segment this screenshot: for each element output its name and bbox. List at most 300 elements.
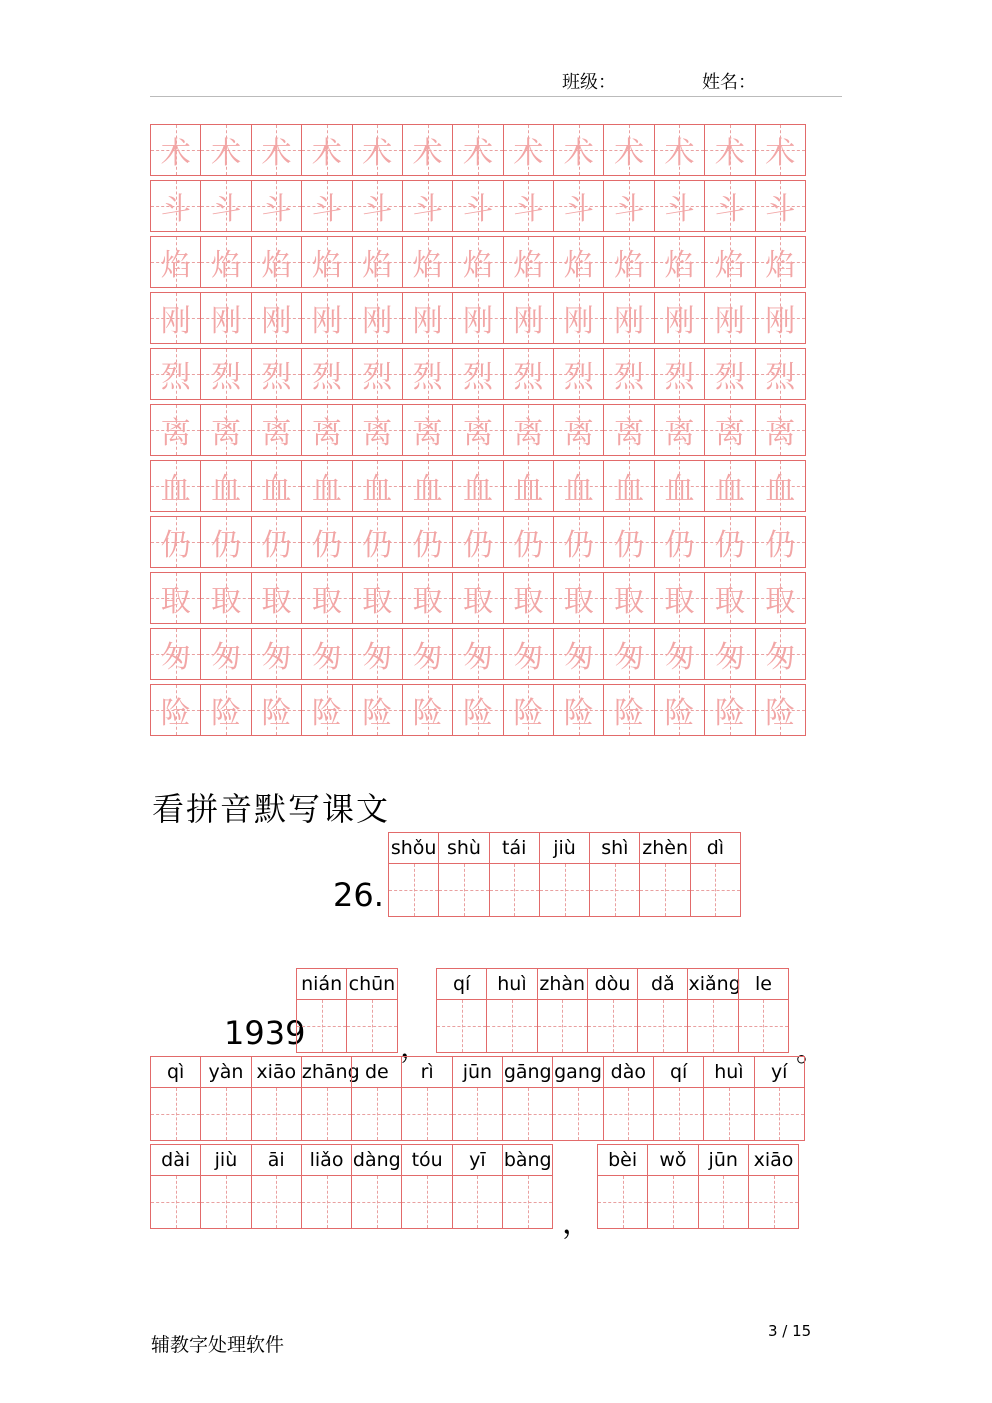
writing-box[interactable] xyxy=(699,1176,748,1228)
trace-character: 斗 xyxy=(714,192,745,227)
practice-cell[interactable] xyxy=(452,292,503,344)
practice-cell[interactable] xyxy=(150,460,201,512)
writing-box[interactable] xyxy=(755,1088,804,1140)
writing-box[interactable] xyxy=(704,1088,753,1140)
practice-cell[interactable] xyxy=(452,404,503,456)
trace-character: 术 xyxy=(412,136,443,171)
practice-cell[interactable] xyxy=(654,180,705,232)
writing-box[interactable] xyxy=(352,1176,401,1228)
trace-character: 焰 xyxy=(211,248,242,283)
practice-cell[interactable] xyxy=(553,404,604,456)
practice-cell[interactable] xyxy=(402,684,453,736)
trace-character: 取 xyxy=(362,584,393,619)
practice-cell[interactable] xyxy=(755,684,806,736)
practice-cell[interactable] xyxy=(704,124,755,176)
practice-cell[interactable] xyxy=(251,572,302,624)
trace-character: 取 xyxy=(714,584,745,619)
practice-cell[interactable] xyxy=(452,236,503,288)
practice-cell[interactable] xyxy=(352,348,403,400)
practice-cell[interactable] xyxy=(704,684,755,736)
practice-cell[interactable] xyxy=(503,124,554,176)
trace-character: 取 xyxy=(614,584,645,619)
practice-cell[interactable] xyxy=(654,572,705,624)
writing-box[interactable] xyxy=(439,864,488,916)
trace-character: 术 xyxy=(211,136,242,171)
practice-cell[interactable] xyxy=(603,628,654,680)
pinyin-group-line3 xyxy=(150,1056,805,1141)
pinyin-box xyxy=(401,1056,452,1141)
pinyin-box xyxy=(401,1144,452,1229)
practice-cell[interactable] xyxy=(301,292,352,344)
pinyin-box xyxy=(351,1144,402,1229)
pinyin-box xyxy=(150,1144,201,1229)
trace-character: 刚 xyxy=(412,304,443,339)
practice-cell[interactable] xyxy=(352,180,403,232)
trace-character: 匆 xyxy=(261,640,292,675)
writing-box[interactable] xyxy=(302,1088,351,1140)
pinyin-label: rì xyxy=(402,1057,451,1088)
practice-cell[interactable] xyxy=(452,348,503,400)
trace-character: 取 xyxy=(311,584,342,619)
practice-cell[interactable] xyxy=(251,124,302,176)
writing-box[interactable] xyxy=(302,1176,351,1228)
practice-cell[interactable] xyxy=(150,572,201,624)
writing-box[interactable] xyxy=(688,1000,737,1052)
practice-cell[interactable] xyxy=(301,516,352,568)
pinyin-box xyxy=(486,968,537,1053)
practice-cell[interactable] xyxy=(150,684,201,736)
trace-character: 取 xyxy=(563,584,594,619)
practice-cell[interactable] xyxy=(704,628,755,680)
practice-cell[interactable] xyxy=(503,404,554,456)
trace-character: 离 xyxy=(563,416,594,451)
writing-box[interactable] xyxy=(598,1176,647,1228)
pinyin-label: zhàn xyxy=(538,969,587,1000)
practice-cell[interactable] xyxy=(452,516,503,568)
trace-character: 离 xyxy=(765,416,796,451)
practice-cell[interactable] xyxy=(251,628,302,680)
trace-character: 匆 xyxy=(513,640,544,675)
practice-cell[interactable] xyxy=(704,460,755,512)
practice-cell[interactable] xyxy=(553,516,604,568)
trace-character: 烈 xyxy=(362,360,393,395)
writing-box[interactable] xyxy=(538,1000,587,1052)
writing-box[interactable] xyxy=(490,864,539,916)
practice-cell[interactable] xyxy=(150,404,201,456)
practice-cell[interactable] xyxy=(251,460,302,512)
trace-character: 斗 xyxy=(412,192,443,227)
pinyin-box xyxy=(502,1144,553,1229)
trace-character: 术 xyxy=(765,136,796,171)
practice-cell[interactable] xyxy=(654,348,705,400)
trace-character: 仍 xyxy=(513,528,544,563)
practice-cell[interactable] xyxy=(553,572,604,624)
trace-character: 险 xyxy=(513,696,544,731)
pinyin-label: tóu xyxy=(402,1145,451,1176)
trace-character: 术 xyxy=(311,136,342,171)
trace-character: 血 xyxy=(614,472,645,507)
writing-box[interactable] xyxy=(588,1000,637,1052)
pinyin-label: huì xyxy=(487,969,536,1000)
pinyin-box xyxy=(754,1056,805,1141)
writing-box[interactable] xyxy=(691,864,740,916)
trace-character: 斗 xyxy=(664,192,695,227)
trace-character: 术 xyxy=(664,136,695,171)
writing-box[interactable] xyxy=(252,1176,301,1228)
trace-character: 烈 xyxy=(513,360,544,395)
writing-box[interactable] xyxy=(453,1088,502,1140)
practice-cell[interactable] xyxy=(150,516,201,568)
practice-cell[interactable] xyxy=(755,236,806,288)
trace-character: 斗 xyxy=(563,192,594,227)
writing-box[interactable] xyxy=(453,1176,502,1228)
practice-cell[interactable] xyxy=(553,236,604,288)
writing-box[interactable] xyxy=(553,1088,602,1140)
practice-cell[interactable] xyxy=(352,124,403,176)
trace-character: 刚 xyxy=(362,304,393,339)
practice-cell[interactable] xyxy=(553,460,604,512)
practice-cell[interactable] xyxy=(654,460,705,512)
writing-box[interactable] xyxy=(648,1176,697,1228)
practice-row xyxy=(150,236,818,288)
writing-box[interactable] xyxy=(201,1176,250,1228)
practice-cell[interactable] xyxy=(352,404,403,456)
practice-cell[interactable] xyxy=(704,236,755,288)
writing-box[interactable] xyxy=(402,1088,451,1140)
writing-box[interactable] xyxy=(739,1000,788,1052)
pinyin-label: zhèn xyxy=(640,833,689,864)
trace-character: 险 xyxy=(614,696,645,731)
practice-cell[interactable] xyxy=(352,292,403,344)
trace-character: 险 xyxy=(311,696,342,731)
pinyin-label: tái xyxy=(490,833,539,864)
practice-cell[interactable] xyxy=(150,124,201,176)
practice-cell[interactable] xyxy=(503,236,554,288)
practice-cell[interactable] xyxy=(200,572,251,624)
practice-cell[interactable] xyxy=(301,628,352,680)
writing-box[interactable] xyxy=(654,1088,703,1140)
practice-cell[interactable] xyxy=(452,684,503,736)
practice-cell[interactable] xyxy=(402,124,453,176)
practice-cell[interactable] xyxy=(301,348,352,400)
comma-mark: ， xyxy=(400,1030,430,1065)
trace-character: 斗 xyxy=(160,192,191,227)
practice-row xyxy=(150,572,818,624)
practice-cell[interactable] xyxy=(402,236,453,288)
pinyin-box xyxy=(653,1056,704,1141)
practice-cell[interactable] xyxy=(603,404,654,456)
trace-character: 斗 xyxy=(211,192,242,227)
practice-cell[interactable] xyxy=(200,292,251,344)
practice-cell[interactable] xyxy=(603,180,654,232)
practice-cell[interactable] xyxy=(200,516,251,568)
practice-cell[interactable] xyxy=(704,404,755,456)
practice-cell[interactable] xyxy=(402,292,453,344)
trace-character: 离 xyxy=(462,416,493,451)
trace-character: 离 xyxy=(362,416,393,451)
trace-character: 焰 xyxy=(513,248,544,283)
pinyin-box xyxy=(251,1056,302,1141)
practice-cell[interactable] xyxy=(352,684,403,736)
writing-box[interactable] xyxy=(749,1176,798,1228)
practice-cell[interactable] xyxy=(755,180,806,232)
practice-row xyxy=(150,292,818,344)
trace-character: 仍 xyxy=(614,528,645,563)
practice-cell[interactable] xyxy=(603,236,654,288)
practice-cell[interactable] xyxy=(251,348,302,400)
pinyin-label: shì xyxy=(590,833,639,864)
trace-character: 匆 xyxy=(362,640,393,675)
practice-cell[interactable] xyxy=(603,460,654,512)
pinyin-label: zhāng xyxy=(302,1057,351,1088)
practice-cell[interactable] xyxy=(503,460,554,512)
practice-cell[interactable] xyxy=(654,292,705,344)
practice-cell[interactable] xyxy=(352,572,403,624)
practice-cell[interactable] xyxy=(654,516,705,568)
practice-cell[interactable] xyxy=(200,180,251,232)
practice-cell[interactable] xyxy=(503,348,554,400)
pinyin-label: dài xyxy=(151,1145,200,1176)
writing-box[interactable] xyxy=(503,1176,552,1228)
practice-cell[interactable] xyxy=(301,572,352,624)
writing-box[interactable] xyxy=(604,1088,653,1140)
trace-character: 取 xyxy=(261,584,292,619)
pinyin-label: xiāo xyxy=(252,1057,301,1088)
practice-cell[interactable] xyxy=(301,180,352,232)
writing-box[interactable] xyxy=(487,1000,536,1052)
practice-cell[interactable] xyxy=(654,124,705,176)
practice-cell[interactable] xyxy=(301,404,352,456)
practice-cell[interactable] xyxy=(755,124,806,176)
trace-character: 焰 xyxy=(362,248,393,283)
trace-character: 血 xyxy=(664,472,695,507)
practice-cell[interactable] xyxy=(200,460,251,512)
practice-cell[interactable] xyxy=(352,236,403,288)
writing-box[interactable] xyxy=(352,1088,401,1140)
pinyin-label: qí xyxy=(654,1057,703,1088)
trace-character: 斗 xyxy=(765,192,796,227)
trace-character: 仍 xyxy=(261,528,292,563)
practice-cell[interactable] xyxy=(755,404,806,456)
practice-cell[interactable] xyxy=(704,292,755,344)
trace-character: 焰 xyxy=(311,248,342,283)
writing-box[interactable] xyxy=(252,1088,301,1140)
practice-cell[interactable] xyxy=(452,628,503,680)
trace-character: 血 xyxy=(563,472,594,507)
writing-box[interactable] xyxy=(437,1000,486,1052)
practice-cell[interactable] xyxy=(603,572,654,624)
pinyin-label: dàng xyxy=(352,1145,401,1176)
practice-cell[interactable] xyxy=(352,460,403,512)
practice-cell[interactable] xyxy=(503,516,554,568)
practice-cell[interactable] xyxy=(251,180,302,232)
practice-cell[interactable] xyxy=(503,572,554,624)
practice-cell[interactable] xyxy=(503,628,554,680)
practice-row xyxy=(150,348,818,400)
trace-character: 烈 xyxy=(160,360,191,395)
writing-box[interactable] xyxy=(640,864,689,916)
practice-cell[interactable] xyxy=(402,180,453,232)
practice-cell[interactable] xyxy=(755,516,806,568)
practice-cell[interactable] xyxy=(200,684,251,736)
practice-cell[interactable] xyxy=(200,348,251,400)
trace-character: 斗 xyxy=(362,192,393,227)
pinyin-label: yī xyxy=(453,1145,502,1176)
trace-character: 血 xyxy=(160,472,191,507)
practice-cell[interactable] xyxy=(654,404,705,456)
pinyin-label: qí xyxy=(437,969,486,1000)
practice-cell[interactable] xyxy=(402,628,453,680)
trace-character: 仍 xyxy=(311,528,342,563)
pinyin-box xyxy=(301,1056,360,1141)
trace-character: 血 xyxy=(765,472,796,507)
writing-box[interactable] xyxy=(540,864,589,916)
class-label: 班级： xyxy=(562,72,616,93)
pinyin-label: jiù xyxy=(201,1145,250,1176)
practice-cell[interactable] xyxy=(251,404,302,456)
practice-cell[interactable] xyxy=(402,404,453,456)
practice-cell[interactable] xyxy=(301,124,352,176)
practice-cell[interactable] xyxy=(402,460,453,512)
practice-cell[interactable] xyxy=(553,348,604,400)
writing-box[interactable] xyxy=(151,1176,200,1228)
trace-character: 离 xyxy=(714,416,745,451)
practice-cell[interactable] xyxy=(150,292,201,344)
writing-box[interactable] xyxy=(638,1000,687,1052)
pinyin-label: le xyxy=(739,969,788,1000)
period-mark: 。 xyxy=(796,1034,826,1069)
practice-cell[interactable] xyxy=(503,292,554,344)
practice-row xyxy=(150,404,818,456)
practice-cell[interactable] xyxy=(200,628,251,680)
pinyin-box xyxy=(603,1056,654,1141)
practice-cell[interactable] xyxy=(150,628,201,680)
pinyin-box xyxy=(703,1056,754,1141)
writing-box[interactable] xyxy=(151,1088,200,1140)
practice-row xyxy=(150,124,818,176)
practice-cell[interactable] xyxy=(452,180,503,232)
practice-cell[interactable] xyxy=(704,572,755,624)
pinyin-box xyxy=(597,1144,648,1229)
practice-cell[interactable] xyxy=(553,684,604,736)
trace-character: 取 xyxy=(160,584,191,619)
writing-box[interactable] xyxy=(590,864,639,916)
practice-cell[interactable] xyxy=(352,628,403,680)
trace-character: 烈 xyxy=(614,360,645,395)
practice-cell[interactable] xyxy=(553,292,604,344)
practice-cell[interactable] xyxy=(755,460,806,512)
practice-cell[interactable] xyxy=(150,236,201,288)
practice-cell[interactable] xyxy=(301,460,352,512)
practice-cell[interactable] xyxy=(755,292,806,344)
practice-cell[interactable] xyxy=(755,628,806,680)
practice-cell[interactable] xyxy=(402,516,453,568)
practice-cell[interactable] xyxy=(603,684,654,736)
practice-cell[interactable] xyxy=(755,572,806,624)
pinyin-box xyxy=(690,832,741,917)
trace-character: 焰 xyxy=(160,248,191,283)
practice-cell[interactable] xyxy=(603,348,654,400)
practice-cell[interactable] xyxy=(251,236,302,288)
practice-cell[interactable] xyxy=(553,124,604,176)
writing-box[interactable] xyxy=(503,1088,552,1140)
practice-cell[interactable] xyxy=(603,516,654,568)
pinyin-box xyxy=(637,968,688,1053)
comma-mark: ， xyxy=(562,1206,592,1241)
pinyin-box xyxy=(388,832,439,917)
trace-character: 刚 xyxy=(513,304,544,339)
lesson-number: 26. xyxy=(333,876,384,914)
writing-box[interactable] xyxy=(389,864,438,916)
practice-cell[interactable] xyxy=(402,348,453,400)
practice-cell[interactable] xyxy=(704,516,755,568)
pinyin-box xyxy=(489,832,540,917)
practice-row xyxy=(150,180,818,232)
trace-character: 血 xyxy=(513,472,544,507)
practice-cell[interactable] xyxy=(704,348,755,400)
practice-cell[interactable] xyxy=(452,572,503,624)
writing-box[interactable] xyxy=(297,1000,346,1052)
practice-cell[interactable] xyxy=(704,180,755,232)
practice-cell[interactable] xyxy=(200,124,251,176)
practice-row xyxy=(150,684,818,736)
writing-box[interactable] xyxy=(201,1088,250,1140)
writing-box[interactable] xyxy=(347,1000,396,1052)
practice-cell[interactable] xyxy=(553,628,604,680)
practice-cell[interactable] xyxy=(503,684,554,736)
practice-cell[interactable] xyxy=(150,348,201,400)
trace-character: 斗 xyxy=(261,192,292,227)
practice-cell[interactable] xyxy=(251,684,302,736)
practice-cell[interactable] xyxy=(603,292,654,344)
practice-cell[interactable] xyxy=(553,180,604,232)
trace-character: 焰 xyxy=(614,248,645,283)
practice-cell[interactable] xyxy=(352,516,403,568)
pinyin-group-line2b xyxy=(436,968,789,1053)
trace-character: 匆 xyxy=(462,640,493,675)
practice-cell[interactable] xyxy=(251,292,302,344)
practice-cell[interactable] xyxy=(654,236,705,288)
trace-character: 匆 xyxy=(412,640,443,675)
practice-cell[interactable] xyxy=(452,460,503,512)
trace-character: 险 xyxy=(765,696,796,731)
trace-character: 离 xyxy=(614,416,645,451)
practice-cell[interactable] xyxy=(452,124,503,176)
practice-cell[interactable] xyxy=(150,180,201,232)
pinyin-label: dì xyxy=(691,833,740,864)
practice-cell[interactable] xyxy=(755,348,806,400)
trace-character: 斗 xyxy=(462,192,493,227)
trace-character: 术 xyxy=(261,136,292,171)
pinyin-box xyxy=(436,968,487,1053)
writing-box[interactable] xyxy=(402,1176,451,1228)
practice-cell[interactable] xyxy=(301,684,352,736)
practice-cell[interactable] xyxy=(603,124,654,176)
trace-character: 匆 xyxy=(311,640,342,675)
practice-cell[interactable] xyxy=(200,236,251,288)
pinyin-label: chūn xyxy=(347,969,396,1000)
pinyin-box xyxy=(452,1056,503,1141)
trace-character: 险 xyxy=(211,696,242,731)
practice-cell[interactable] xyxy=(654,684,705,736)
practice-cell[interactable] xyxy=(200,404,251,456)
practice-cell[interactable] xyxy=(251,516,302,568)
practice-cell[interactable] xyxy=(402,572,453,624)
practice-cell[interactable] xyxy=(654,628,705,680)
practice-cell[interactable] xyxy=(301,236,352,288)
pinyin-label: gāng xyxy=(503,1057,552,1088)
practice-cell[interactable] xyxy=(503,180,554,232)
